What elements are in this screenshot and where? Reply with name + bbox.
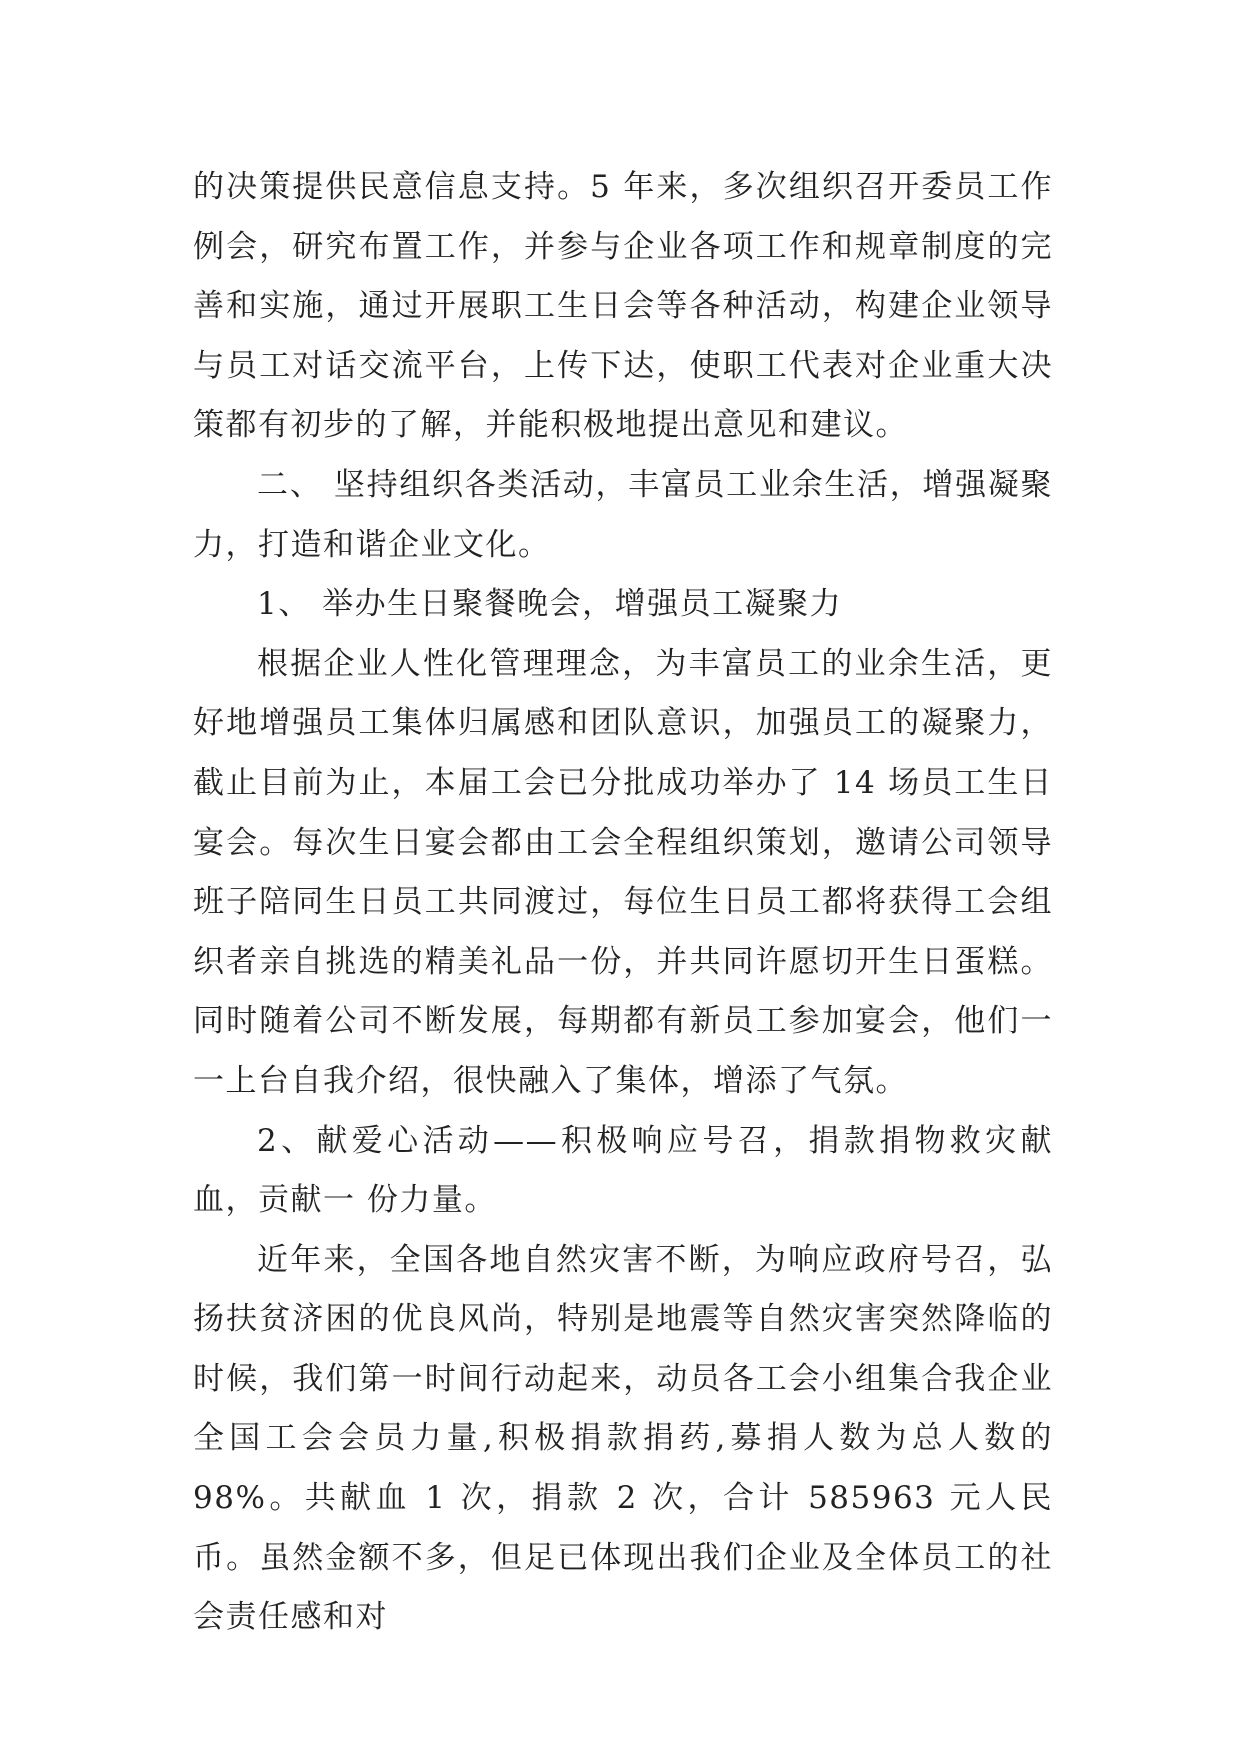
subheading-birthday-party: 1、 举办生日聚餐晚会，增强员工凝聚力 (257, 586, 843, 623)
subheading-charity: 2、献爱心活动——积极响应号召，捐款捐物救灾献血，贡献一 份力量。 (193, 1122, 1053, 1219)
paragraph-decision-support: 的决策提供民意信息支持。5 年来，多次组织召开委员工作例会，研究布置工作，并参与企业各项工作和规章制度的完善和实施，通过开展职工生日会等各种活动，构建企业领导与员工对话交流平台，上传下达，使职工代表对企业重大决策都有初步的了解，并能积极地提出意见和建议。 (193, 169, 1053, 444)
paragraph-birthday-party: 根据企业人性化管理理念，为丰富员工的业余生活，更好地增强员工集体归属感和团队意识，加强员工的凝聚力，截止目前为止，本届工会已分批成功举办了 14 场员工生日宴会。每次生日宴会都由工会全程组织策划，邀请公司领导班子陪同生日员工共同渡过，每位生日员工都将获得工会组织者亲自挑选的精美礼品一份，并共同许愿切开生日蛋糕。同时随着公司不断发展，每期都有新员工参加宴会，他们一一上台自我介绍，很快融入了集体，增添了气氛。 (193, 645, 1053, 1099)
heading-section-two: 二、 坚持组织各类活动，丰富员工业余生活，增强凝聚力，打造和谐企业文化。 (193, 466, 1053, 563)
paragraph-charity: 近年来，全国各地自然灾害不断，为响应政府号召，弘扬扶贫济困的优良风尚，特别是地震等自然灾害突然降临的时候，我们第一时间行动起来，动员各工会小组集合我企业全国工会会员力量,积极捐款捐药,募捐人数为总人数的98%。共献血 1 次，捐款 2 次，合计 585963 元人民币。虽然金额不多，但足已体现出我们企业及全体员工的社会责任感和对 (193, 1241, 1053, 1636)
document-body (193, 158, 1053, 1648)
